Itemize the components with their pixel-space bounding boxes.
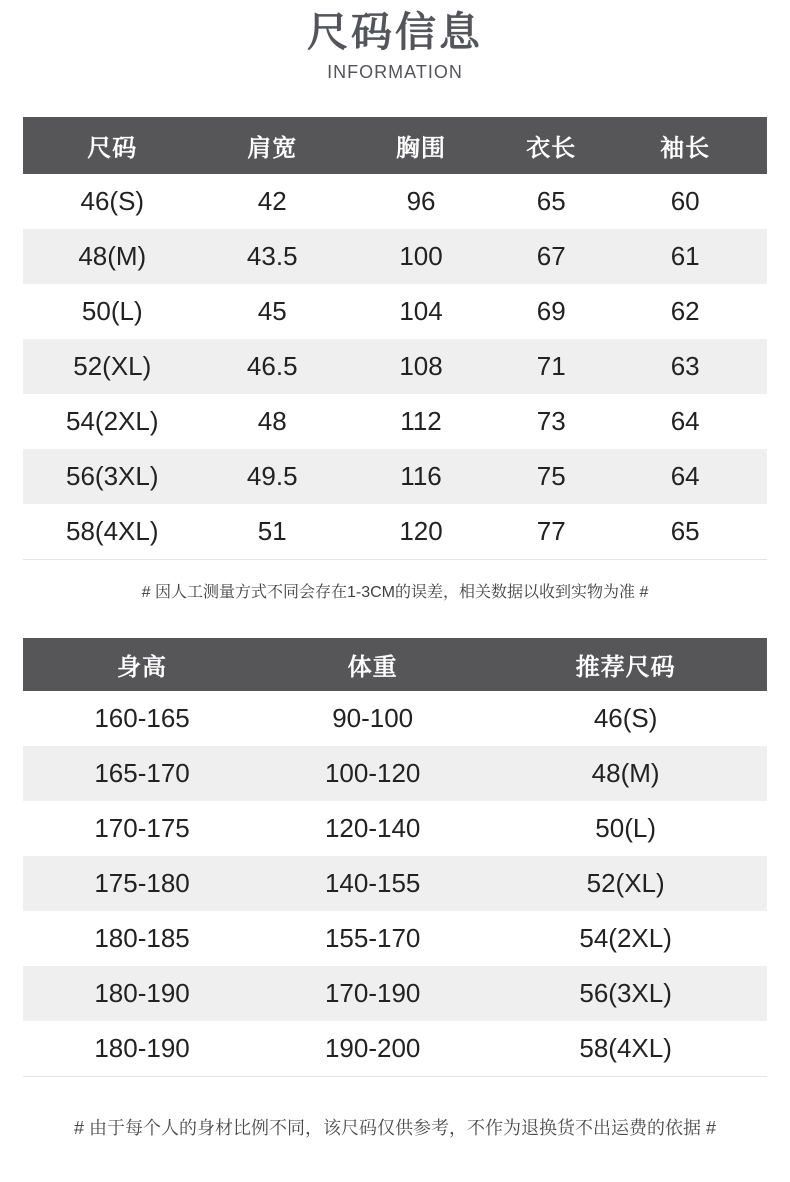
weight-cell: 170-190 xyxy=(261,966,484,1021)
size-table-header-sleeve: 袖长 xyxy=(603,117,767,174)
size-table-row xyxy=(23,394,767,449)
shoulder-cell: 45 xyxy=(202,284,343,339)
size-cell: 50(L) xyxy=(23,284,202,339)
size-cell: 56(3XL) xyxy=(23,449,202,504)
recommended-size-cell: 46(S) xyxy=(484,691,767,746)
recommended-size-cell: 52(XL) xyxy=(484,856,767,911)
height-cell: 160-165 xyxy=(23,691,261,746)
recommend-table-row xyxy=(23,856,767,911)
recommend-header-weight: 体重 xyxy=(261,638,484,691)
size-table-header-chest: 胸围 xyxy=(343,117,499,174)
size-cell: 48(M) xyxy=(23,229,202,284)
size-table-header-size: 尺码 xyxy=(23,117,202,174)
height-cell: 180-190 xyxy=(23,966,261,1021)
chest-cell: 96 xyxy=(343,174,499,229)
shoulder-cell: 43.5 xyxy=(202,229,343,284)
size-cell: 58(4XL) xyxy=(23,504,202,560)
recommend-table-row xyxy=(23,801,767,856)
recommended-size-cell: 56(3XL) xyxy=(484,966,767,1021)
sleeve-cell: 64 xyxy=(603,394,767,449)
size-table-header-length: 衣长 xyxy=(499,117,603,174)
size-cell: 52(XL) xyxy=(23,339,202,394)
recommend-table-header-row xyxy=(23,638,767,691)
measurement-note: # 因人工测量方式不同会存在1-3CM的误差，相关数据以收到实物为准 # xyxy=(141,584,649,601)
height-cell: 165-170 xyxy=(23,746,261,801)
size-cell: 54(2XL) xyxy=(23,394,202,449)
sleeve-cell: 65 xyxy=(603,504,767,560)
height-cell: 180-185 xyxy=(23,911,261,966)
recommend-header-height: 身高 xyxy=(23,638,261,691)
shoulder-cell: 46.5 xyxy=(202,339,343,394)
size-table-row xyxy=(23,284,767,339)
size-table-row xyxy=(23,504,767,560)
length-cell: 73 xyxy=(499,394,603,449)
size-table-header-shoulder: 肩宽 xyxy=(202,117,343,174)
weight-cell: 155-170 xyxy=(261,911,484,966)
length-cell: 75 xyxy=(499,449,603,504)
sleeve-cell: 60 xyxy=(603,174,767,229)
chest-cell: 108 xyxy=(343,339,499,394)
recommendation-note: # 由于每个人的身材比例不同，该尺码仅供参考，不作为退换货不出运费的依据 # xyxy=(73,1118,717,1138)
shoulder-cell: 48 xyxy=(202,394,343,449)
size-recommendation-table xyxy=(23,638,767,1077)
size-table-row xyxy=(23,449,767,504)
height-cell: 170-175 xyxy=(23,801,261,856)
page-title: 尺码信息 xyxy=(307,9,483,55)
shoulder-cell: 51 xyxy=(202,504,343,560)
length-cell: 67 xyxy=(499,229,603,284)
size-table-row xyxy=(23,339,767,394)
size-measurement-table xyxy=(23,117,767,560)
chest-cell: 100 xyxy=(343,229,499,284)
size-table-header-row xyxy=(23,117,767,174)
weight-cell: 100-120 xyxy=(261,746,484,801)
sleeve-cell: 62 xyxy=(603,284,767,339)
sleeve-cell: 63 xyxy=(603,339,767,394)
recommended-size-cell: 50(L) xyxy=(484,801,767,856)
length-cell: 65 xyxy=(499,174,603,229)
recommend-table-row xyxy=(23,1021,767,1077)
size-table-row xyxy=(23,174,767,229)
height-cell: 175-180 xyxy=(23,856,261,911)
recommended-size-cell: 48(M) xyxy=(484,746,767,801)
chest-cell: 112 xyxy=(343,394,499,449)
length-cell: 77 xyxy=(499,504,603,560)
chest-cell: 116 xyxy=(343,449,499,504)
recommend-table-row xyxy=(23,966,767,1021)
recommended-size-cell: 54(2XL) xyxy=(484,911,767,966)
length-cell: 69 xyxy=(499,284,603,339)
length-cell: 71 xyxy=(499,339,603,394)
title-block xyxy=(0,0,790,82)
weight-cell: 140-155 xyxy=(261,856,484,911)
size-cell: 46(S) xyxy=(23,174,202,229)
recommend-table-row xyxy=(23,691,767,746)
recommended-size-cell: 58(4XL) xyxy=(484,1021,767,1077)
sleeve-cell: 64 xyxy=(603,449,767,504)
recommend-table-row xyxy=(23,911,767,966)
page-subtitle: INFORMATION xyxy=(327,62,463,82)
sleeve-cell: 61 xyxy=(603,229,767,284)
shoulder-cell: 49.5 xyxy=(202,449,343,504)
recommend-table-row xyxy=(23,746,767,801)
weight-cell: 120-140 xyxy=(261,801,484,856)
chest-cell: 120 xyxy=(343,504,499,560)
size-table-row xyxy=(23,229,767,284)
weight-cell: 190-200 xyxy=(261,1021,484,1077)
recommend-header-size: 推荐尺码 xyxy=(484,638,767,691)
weight-cell: 90-100 xyxy=(261,691,484,746)
shoulder-cell: 42 xyxy=(202,174,343,229)
height-cell: 180-190 xyxy=(23,1021,261,1077)
chest-cell: 104 xyxy=(343,284,499,339)
